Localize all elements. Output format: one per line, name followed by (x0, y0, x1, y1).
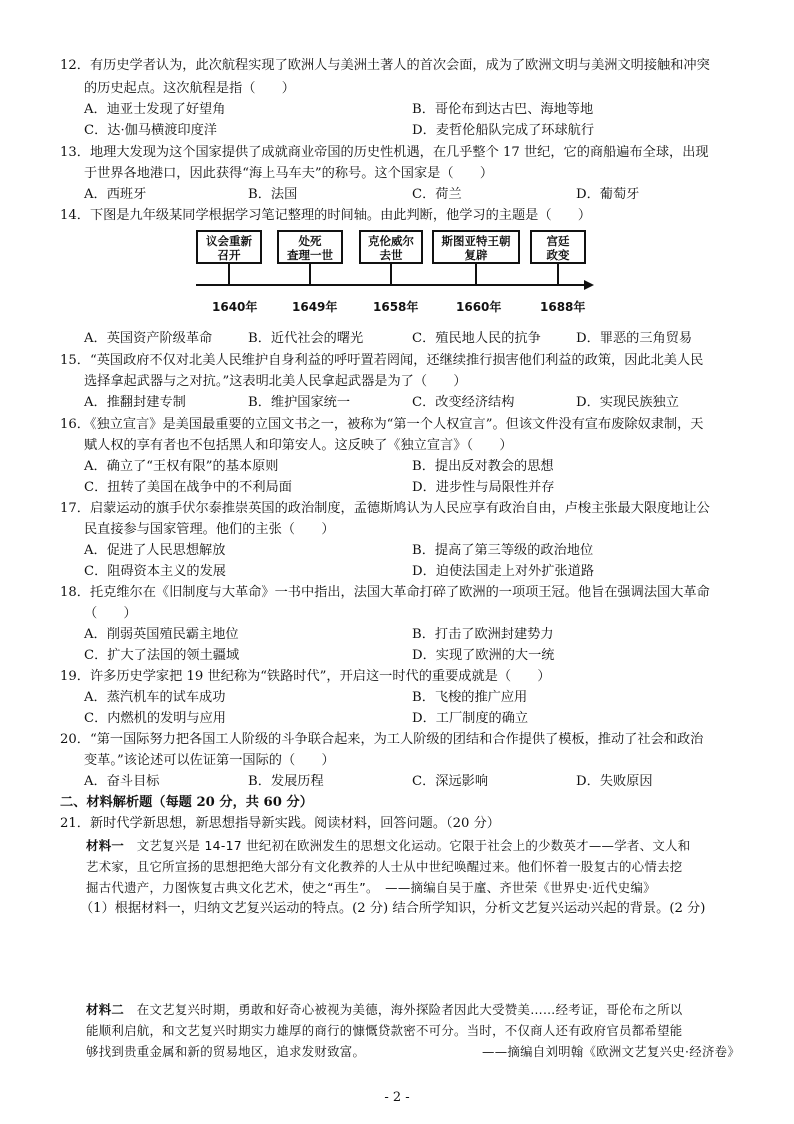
timeline-year-4: 1660年 (456, 300, 502, 314)
material-2-line-1: 材料二 在文艺复兴时期，勇敢和好奇心被视为美德，海外探险者因此大受赞美……经考证，哥伦布之所以 (86, 1002, 683, 1017)
q16-stem-cont: 赋人权的享有者也不包括黑人和印第安人。这反映了《独立宣言》（ ） (84, 438, 513, 453)
q20-option-d[interactable]: D．失败原因 (576, 774, 653, 789)
material-1-line-1: 材料一 文艺复兴是 14-17 世纪初在欧洲发生的思想文化运动。它限于社会上的少数英才——学者、文人和 (86, 838, 691, 853)
timeline-year-2: 1649年 (292, 300, 338, 314)
q12-stem: 12．有历史学者认为，此次航程实现了欧洲人与美洲土著人的首次会面，成为了欧洲文明与美洲文明接触和冲突 (60, 58, 710, 73)
q14-option-a[interactable]: A．英国资产阶级革命 (84, 331, 213, 346)
timeline-year-3: 1658年 (373, 300, 419, 314)
q18-option-d[interactable]: D．实现了欧洲的大一统 (412, 648, 555, 663)
q15-option-a[interactable]: A．推翻封建专制 (84, 395, 186, 410)
material-2-label: 材料二 (86, 1002, 125, 1017)
q19-option-c[interactable]: C．内燃机的发明与应用 (84, 711, 226, 726)
q13-stem-cont: 于世界各地港口，因此获得“海上马车夫”的称号。这个国家是（ ） (84, 166, 494, 181)
q13-option-a[interactable]: A．西班牙 (84, 187, 147, 202)
timeline-event-1: 议会重新 召开 (196, 230, 262, 264)
q12-option-c[interactable]: C．达·伽马横渡印度洋 (84, 123, 217, 138)
q13-option-d[interactable]: D．葡萄牙 (576, 187, 640, 202)
material-1-label: 材料一 (86, 838, 125, 853)
q20-stem: 20．“第一国际努力把各国工人阶级的斗争联合起来，为工人阶级的团结和合作提供了模板，推动了社会和政治 (60, 732, 704, 747)
material-2-line-3: 够找到贵重金属和新的贸易地区，追求发财致富。 (86, 1044, 366, 1059)
q20-stem-cont: 变革。”该论述可以佐证第一国际的（ ） (84, 753, 335, 768)
q18-stem: 18．托克维尔在《旧制度与大革命》一书中指出，法国大革命打碎了欧洲的一项项王冠。他旨在强调法国大革命 (60, 585, 710, 600)
q20-option-c[interactable]: C．深远影响 (412, 774, 489, 789)
q13-option-c[interactable]: C．荷兰 (412, 187, 462, 202)
q21-subquestion-1: （1）根据材料一，归纳文艺复兴运动的特点。(2 分) 结合所学知识，分析文艺复兴运动兴起的背景。(2 分) (80, 901, 706, 916)
timeline-event-2: 处死 查理一世 (277, 230, 343, 264)
q14-option-c[interactable]: C．殖民地人民的抗争 (412, 331, 541, 346)
material-1-line-2: 艺术家，且它所宣扬的思想把绝大部分有文化教养的人士从中世纪唤醒过来。他们怀着一股复古的心情去挖 (86, 859, 683, 874)
q16-stem: 16．《独立宣言》是美国最重要的立国文书之一，被称为“第一个人权宣言”。但该文件没有宣布废除奴隶制，天 (60, 417, 704, 432)
q15-option-d[interactable]: D．实现民族独立 (576, 395, 679, 410)
q17-option-c[interactable]: C．阻碍资本主义的发展 (84, 564, 226, 579)
q18-option-a[interactable]: A．削弱英国殖民霸主地位 (84, 627, 239, 642)
q14-stem: 14．下图是九年级某同学根据学习笔记整理的时间轴。由此判断，他学习的主题是（ ） (60, 208, 592, 223)
q17-stem-cont: 民直接参与国家管理。他们的主张（ ） (84, 522, 335, 537)
material-2-source: ——摘编自刘明翰《欧洲文艺复兴史·经济卷》 (482, 1044, 741, 1059)
q19-option-a[interactable]: A．蒸汽机车的试车成功 (84, 690, 226, 705)
page-number: - 2 - (384, 1090, 410, 1105)
timeline-event-3: 克伦威尔 去世 (359, 230, 423, 264)
timeline-year-1: 1640年 (212, 300, 258, 314)
q16-option-b[interactable]: B．提出反对教会的思想 (412, 459, 554, 474)
q19-option-b[interactable]: B．飞梭的推广应用 (412, 690, 528, 705)
q17-option-a[interactable]: A．促进了人民思想解放 (84, 543, 226, 558)
q12-option-a[interactable]: A．迪亚士发现了好望角 (84, 102, 226, 117)
section-heading: 二、材料解析题（每题 20 分，共 60 分） (60, 795, 313, 810)
q18-option-c[interactable]: C．扩大了法国的领土疆域 (84, 648, 240, 663)
q14-option-b[interactable]: B．近代社会的曙光 (248, 331, 364, 346)
q16-option-a[interactable]: A．确立了“王权有限”的基本原则 (84, 459, 279, 474)
q15-option-b[interactable]: B．维护国家统一 (248, 395, 351, 410)
timeline-year-5: 1688年 (540, 300, 586, 314)
q17-stem: 17．启蒙运动的旗手伏尔泰推崇英国的政治制度，孟德斯鸠认为人民应享有政治自由，卢梭主张最大限度地让公 (60, 501, 710, 516)
q17-option-d[interactable]: D．迫使法国走上对外扩张道路 (412, 564, 595, 579)
q16-option-d[interactable]: D．进步性与局限性并存 (412, 480, 555, 495)
q20-option-a[interactable]: A．奋斗目标 (84, 774, 160, 789)
q13-stem: 13．地理大发现为这个国家提供了成就商业帝国的历史性机遇，在几乎整个 17 世纪，它的商船遍布全球，出现 (60, 145, 709, 160)
q20-option-b[interactable]: B．发展历程 (248, 774, 324, 789)
timeline-event-4: 斯图亚特王朝 复辟 (432, 230, 520, 264)
q18-option-b[interactable]: B．打击了欧洲封建势力 (412, 627, 554, 642)
q21-stem: 21．新时代学新思想，新思想指导新实践。阅读材料，回答问题。（20 分） (60, 816, 500, 831)
q12-stem-cont: 的历史起点。这次航程是指（ ） (84, 81, 295, 96)
q17-option-b[interactable]: B．提高了第三等级的政治地位 (412, 543, 594, 558)
q14-option-d[interactable]: D．罪恶的三角贸易 (576, 331, 693, 346)
timeline-axis (196, 278, 596, 292)
q18-stem-cont: （ ） (84, 606, 137, 621)
q13-option-b[interactable]: B．法国 (248, 187, 298, 202)
q19-stem: 19．许多历史学家把 19 世纪称为“铁路时代”，开启这一时代的重要成就是（ ） (60, 669, 551, 684)
q12-option-b[interactable]: B．哥伦布到达古巴、海地等地 (412, 102, 594, 117)
q15-option-c[interactable]: C．改变经济结构 (412, 395, 515, 410)
arrow-right-icon (584, 280, 594, 290)
q12-option-d[interactable]: D．麦哲伦船队完成了环球航行 (412, 123, 595, 138)
q15-stem: 15．“英国政府不仅对北美人民维护自身利益的呼吁置若罔闻，还继续推行损害他们利益的政策，因此北美人民 (60, 353, 704, 368)
q16-option-c[interactable]: C．扭转了美国在战争中的不利局面 (84, 480, 292, 495)
q15-stem-cont: 选择拿起武器与之对抗。”这表明北美人民拿起武器是为了（ ） (84, 374, 467, 389)
timeline-event-5: 宫廷 政变 (530, 230, 586, 264)
material-2-line-2: 能顺利启航，和文艺复兴时期实力雄厚的商行的慷慨贷款密不可分。当时，不仅商人还有政府官员都希望能 (86, 1023, 683, 1038)
q19-option-d[interactable]: D．工厂制度的确立 (412, 711, 529, 726)
material-1-line-3: 掘古代遗产，力图恢复古典文化艺术，使之“再生”。 ——摘编自吴于廑、齐世荣《世界史·近代史编》 (86, 880, 656, 895)
